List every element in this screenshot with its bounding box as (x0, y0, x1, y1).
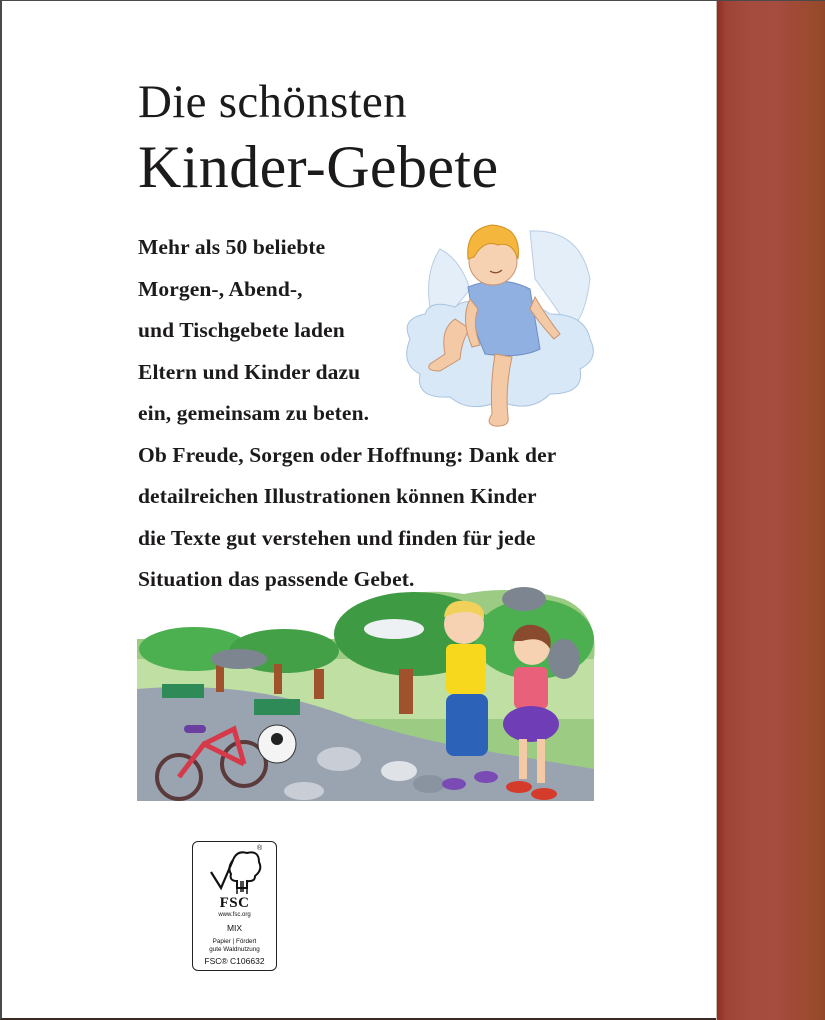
fsc-url: www.fsc.org (218, 912, 251, 918)
angel-illustration (400, 219, 600, 434)
blurb-line: und Tischgebete laden (138, 318, 345, 342)
blurb-line: Situation das passende Gebet. (138, 567, 415, 591)
fsc-description-line: gute Waldnutzung (209, 946, 260, 953)
fsc-description (193, 938, 276, 954)
blurb-line: Ob Freude, Sorgen oder Hoffnung: Dank der (138, 442, 557, 467)
blurb-line: detailreichen Illustrationen können Kinder (138, 484, 537, 508)
fsc-label: MIX (226, 923, 243, 933)
blurb-line: Eltern und Kinder dazu (138, 359, 361, 384)
title-subtitle: Die schönsten (138, 76, 407, 128)
blurb-line: die Texte gut verstehen und finden für jede (138, 525, 536, 550)
fsc-brand: FSC (219, 895, 250, 911)
blurb-line: ein, gemeinsam zu beten. (138, 401, 370, 425)
fsc-description-line: Papier | Fördert (212, 938, 257, 945)
fsc-license-code: FSC® C106632 (204, 956, 265, 966)
book-title: Kinder-Gebete (138, 134, 499, 200)
fsc-registered-mark: ® (257, 845, 263, 852)
blurb-line: Morgen-, Abend-, (138, 276, 303, 301)
park-illustration (134, 579, 604, 819)
fsc-certification-logo (192, 841, 277, 971)
fsc-tree-checkmark-icon (207, 848, 263, 896)
book-spine (716, 1, 825, 1020)
blurb-line: Mehr als 50 beliebte (138, 235, 326, 259)
